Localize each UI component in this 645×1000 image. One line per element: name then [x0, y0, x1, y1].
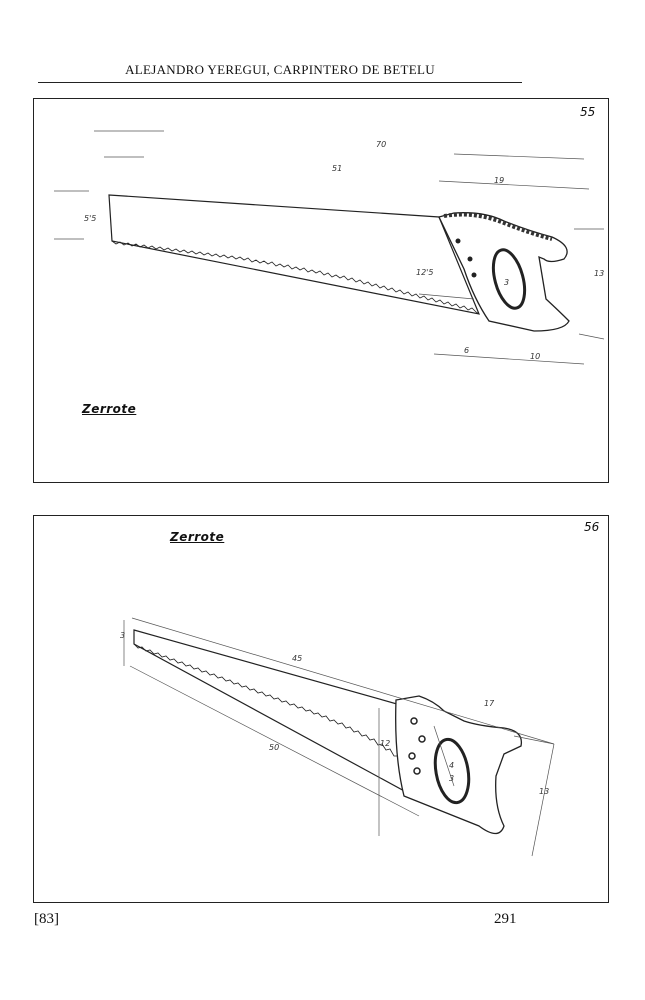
plate-caption: Zerrote	[82, 402, 137, 416]
dim-label: 5'5	[84, 214, 97, 223]
dim-label: 70	[376, 140, 387, 149]
dim-label: 13	[539, 787, 550, 796]
dim-label: 12	[380, 739, 391, 748]
saw-drawing-55	[34, 99, 608, 482]
dim-label: 51	[332, 164, 343, 173]
saw-blade	[134, 630, 419, 799]
dim-label: 10	[530, 352, 541, 361]
dim-label: 50	[269, 743, 280, 752]
dim-label: 45	[292, 654, 303, 663]
plate-55	[33, 98, 609, 483]
plate-56	[33, 515, 609, 903]
dim-label: 3	[120, 631, 126, 640]
folio-left: [83]	[34, 911, 59, 927]
dim-label: 6	[464, 346, 470, 355]
dim-label: 19	[494, 176, 505, 185]
plate-number: 55	[580, 105, 596, 119]
dim-label: 3	[504, 278, 510, 287]
dim-label: 3	[449, 774, 455, 783]
header-rule	[38, 82, 522, 83]
running-header: ALEJANDRO YEREGUI, CARPINTERO DE BETELU	[125, 62, 435, 77]
saw-drawing-56	[34, 516, 608, 902]
dim-label: 13	[594, 269, 605, 278]
plate-caption: Zerrote	[170, 530, 225, 544]
dim-label: 4	[449, 761, 455, 770]
plate-number: 56	[584, 520, 600, 534]
dim-label: 17	[484, 699, 495, 708]
page-number: 291	[494, 911, 517, 927]
dim-label: 12'5	[416, 268, 434, 277]
